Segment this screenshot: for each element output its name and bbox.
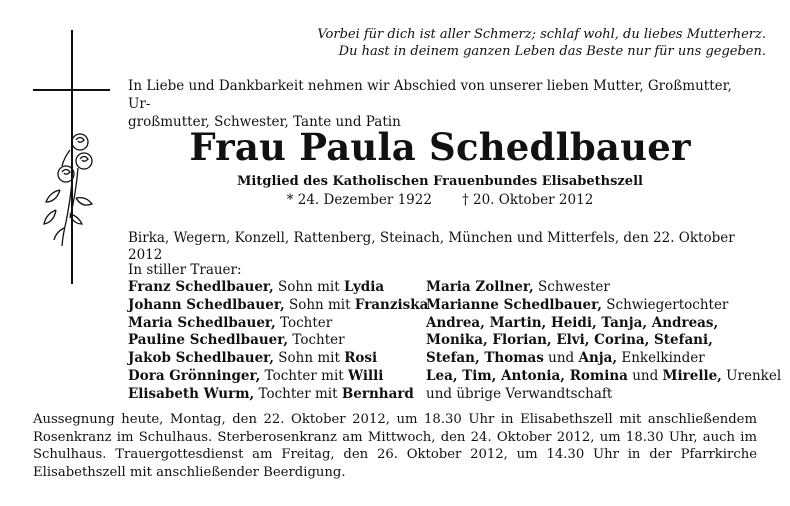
death-date: † 20. Oktober 2012 bbox=[461, 192, 594, 208]
mourner-entry: Andrea, Martin, Heidi, Tanja, Andreas, bbox=[426, 314, 719, 331]
funeral-details: Aussegnung heute, Montag, den 22. Oktober 2012, um 18.30 Uhr in Elisabethszell mit anschließendem Rosenkranz im Schulhaus. Sterberosenkranz am Mittwoch, den 24. Oktober 2012, um 18.30 Uhr, auch im Schulhaus. Trauergottesdienst am Freitag, den 26. Oktober 2012, um 14.30 Uhr in der Pfarrkirche Elisabethszell mit anschließender Beerdigung. bbox=[33, 412, 757, 480]
mourner-entry: Monika, Florian, Elvi, Corina, Stefani, bbox=[426, 332, 713, 349]
mourner-entry: Stefan, Thomas und Anja, Enkelkinder bbox=[426, 350, 705, 367]
mourner-entry: und übrige Verwandtschaft bbox=[426, 385, 613, 402]
mourner-entry: Lea, Tim, Antonia, Romina und Mirelle, Urenkel bbox=[426, 367, 782, 384]
intro-text bbox=[128, 77, 758, 131]
mourner-entry: Maria Zollner, Schwester bbox=[426, 279, 610, 295]
mourner-entry: Elisabeth Wurm, Tochter mit Bernhard bbox=[128, 385, 414, 402]
mourners-left-column bbox=[128, 279, 428, 404]
mourner-entry: Johann Schedlbauer, Sohn mit Franziska bbox=[128, 296, 429, 313]
deceased-name: Frau Paula Schedlbauer bbox=[189, 125, 691, 169]
places-and-date: Birka, Wegern, Konzell, Rattenberg, Steinach, München und Mitterfels, den 22. Oktober 2012 bbox=[128, 230, 735, 263]
life-dates bbox=[120, 192, 760, 209]
mourner-entry: Pauline Schedlbauer, Tochter bbox=[128, 332, 345, 349]
poem-line: Du hast in deinem ganzen Leben das Beste nur für uns gegeben. bbox=[338, 44, 766, 59]
mourner-entry: Marianne Schedlbauer, Schwiegertochter bbox=[426, 296, 729, 313]
intro-line: großmutter, Schwester, Tante und Patin bbox=[128, 114, 401, 130]
membership-line: Mitglied des Katholischen Frauenbundes Elisabethszell bbox=[237, 174, 643, 189]
mourners-heading: In stiller Trauer: bbox=[128, 262, 242, 278]
intro-line: In Liebe und Dankbarkeit nehmen wir Abschied von unserer lieben Mutter, Großmutter, Ur- bbox=[128, 78, 732, 112]
mourner-entry: Dora Grönninger, Tochter mit Willi bbox=[128, 367, 384, 384]
roses-icon bbox=[42, 128, 102, 248]
mourners-right-column bbox=[426, 279, 781, 404]
memorial-poem bbox=[250, 26, 766, 60]
mourner-entry: Jakob Schedlbauer, Sohn mit Rosi bbox=[128, 350, 378, 367]
poem-line: Vorbei für dich ist aller Schmerz; schlaf wohl, du liebes Mutterherz. bbox=[317, 27, 766, 42]
birth-date: * 24. Dezember 1922 bbox=[286, 192, 432, 208]
mourner-entry: Maria Schedlbauer, Tochter bbox=[128, 314, 333, 331]
mourner-entry: Franz Schedlbauer, Sohn mit Lydia bbox=[128, 279, 385, 295]
cross-horizontal-bar bbox=[33, 89, 110, 91]
